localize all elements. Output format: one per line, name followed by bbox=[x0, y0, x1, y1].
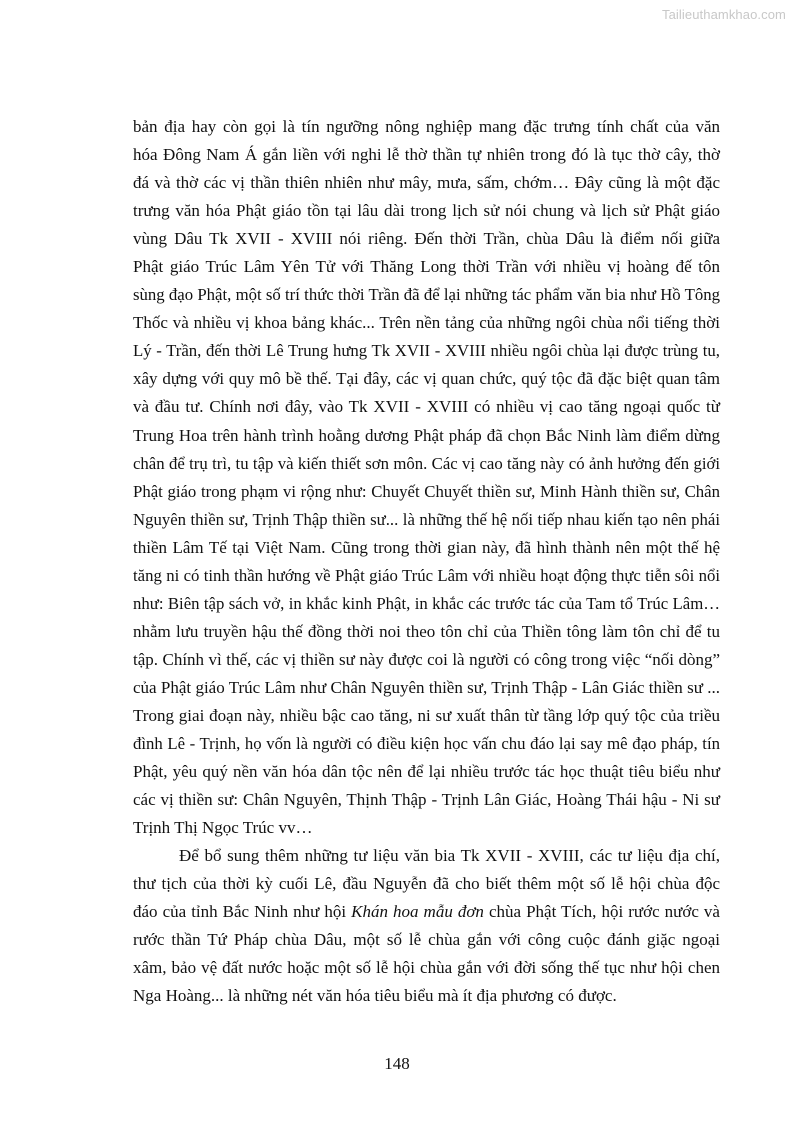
text-line: Phật, yêu quý nền văn hóa dân tộc nên để lại nhiều trước tác học thuật tiêu biểu như bbox=[133, 762, 720, 782]
text-line bbox=[133, 898, 720, 926]
text-line: Phật giáo trong phạm vi rộng như: Chuyết Chuyết thiền sư, Minh Hành thiền sư, Chân bbox=[133, 481, 720, 501]
text-line: hóa Đông Nam Á gắn liền với nghi lễ thờ thần tự nhiên trong đó là tục thờ cây, thờ bbox=[133, 145, 720, 165]
text-line: bản địa hay còn gọi là tín ngưỡng nông nghiệp mang đặc trưng tính chất của văn bbox=[133, 117, 720, 136]
italic-phrase: Khán hoa mẫu đơn bbox=[351, 902, 484, 922]
text-segment: đáo của tỉnh Bắc Ninh như hội bbox=[133, 902, 352, 922]
text-line: Nga Hoàng... là những nét văn hóa tiêu biểu mà ít địa phương có được. bbox=[133, 986, 617, 1006]
text-line: Để bổ sung thêm những tư liệu văn bia Tk XVII - XVIII, các tư liệu địa chí, bbox=[179, 846, 720, 866]
watermark-text: Tailieuthamkhao.com bbox=[661, 7, 786, 22]
text-line: chân để trụ trì, tu tập và kiến thiết sơn môn. Các vị cao tăng này có ảnh hưởng đến giới bbox=[133, 453, 720, 473]
text-line: nhằm lưu truyền hậu thế đồng thời noi theo tôn chỉ của Thiền tông làm tôn chỉ để tu bbox=[133, 621, 720, 641]
text-line: vùng Dâu Tk XVII - XVIII nói riêng. Đến thời Trần, chùa Dâu là điểm nối giữa bbox=[133, 229, 720, 249]
text-line: Trịnh Thị Ngọc Trúc vv… bbox=[133, 818, 313, 838]
text-line: các vị thiền sư: Chân Nguyên, Thịnh Thập - Trịnh Lân Giác, Hoàng Thái hậu - Ni sư bbox=[133, 790, 720, 810]
text-line: tập. Chính vì thế, các vị thiền sư này được coi là người có công trong việc “nối dòng” bbox=[133, 649, 720, 669]
text-line: Phật giáo Trúc Lâm Yên Tử với Thăng Long thời Trần với nhiều vị hoàng đế tôn bbox=[133, 257, 720, 277]
text-line: Trong giai đoạn này, nhiều bậc cao tăng, ni sư xuất thân từ tầng lớp quý tộc của triều bbox=[133, 705, 720, 725]
text-line: Trung Hoa trên hành trình hoằng dương Phật pháp đã chọn Bắc Ninh làm điểm dừng bbox=[133, 425, 720, 445]
text-line: thư tịch của thời kỳ cuối Lê, đầu Nguyễn đã cho biết thêm một số lễ hội chùa độc bbox=[133, 874, 720, 894]
text-line: như: Biên tập sách vở, in khắc kinh Phật, in khắc các trước tác của Tam tổ Trúc Lâm… bbox=[133, 593, 720, 613]
text-segment: chùa Phật Tích, hội rước nước và bbox=[483, 902, 720, 922]
text-line: trưng văn hóa Phật giáo tồn tại lâu dài trong lịch sử nói chung và lịch sử Phật giáo bbox=[133, 201, 720, 221]
text-line: của Phật giáo Trúc Lâm như Chân Nguyên thiền sư, Trịnh Thập - Lân Giác thiền sư ... bbox=[133, 677, 720, 697]
text-line: tăng ni có tinh thần hướng về Phật giáo Trúc Lâm với nhiều hoạt động thực tiễn sôi nổi bbox=[133, 565, 720, 585]
page-number: 148 bbox=[384, 1054, 410, 1073]
text-line: xâm, bảo vệ đất nước hoặc một số lễ hội chùa gắn với đời sống thế tục như hội chen bbox=[133, 958, 720, 978]
text-line: sùng đạo Phật, một số trí thức thời Trần đã để lại những tác phẩm văn bia như Hồ Tông bbox=[133, 285, 720, 305]
text-line: rước thần Tứ Pháp chùa Dâu, một số lễ chùa gắn với công cuộc đánh giặc ngoại bbox=[133, 930, 720, 950]
body-text bbox=[133, 113, 720, 1011]
text-line: thiền Lâm Tế tại Việt Nam. Cũng trong thời gian này, đã hình thành nên một thế hệ bbox=[133, 537, 720, 557]
text-line: và đầu tư. Chính nơi đây, vào Tk XVII - XVIII có nhiều vị cao tăng ngoại quốc từ bbox=[133, 397, 720, 417]
text-line: đá và thờ các vị thần thiên nhiên như mây, mưa, sấm, chớm… Đây cũng là một đặc bbox=[133, 173, 720, 193]
text-line: Lý - Trần, đến thời Lê Trung hưng Tk XVII - XVIII nhiều ngôi chùa lại được trùng tu, bbox=[133, 341, 720, 361]
text-line: Thốc và nhiều vị khoa bảng khác... Trên nền tảng của những ngôi chùa nổi tiếng thời bbox=[133, 313, 720, 333]
text-line: xây dựng với quy mô bề thế. Tại đây, các vị quan chức, quý tộc đã đặc biệt quan tâm bbox=[133, 369, 720, 389]
text-line: đình Lê - Trịnh, họ vốn là người có điều kiện học vấn chu đáo lại say mê đạo pháp, tín bbox=[133, 734, 720, 754]
text-line: Nguyên thiền sư, Trịnh Thập thiền sư... là những thế hệ nối tiếp nhau kiến tạo nên phái bbox=[133, 509, 720, 529]
